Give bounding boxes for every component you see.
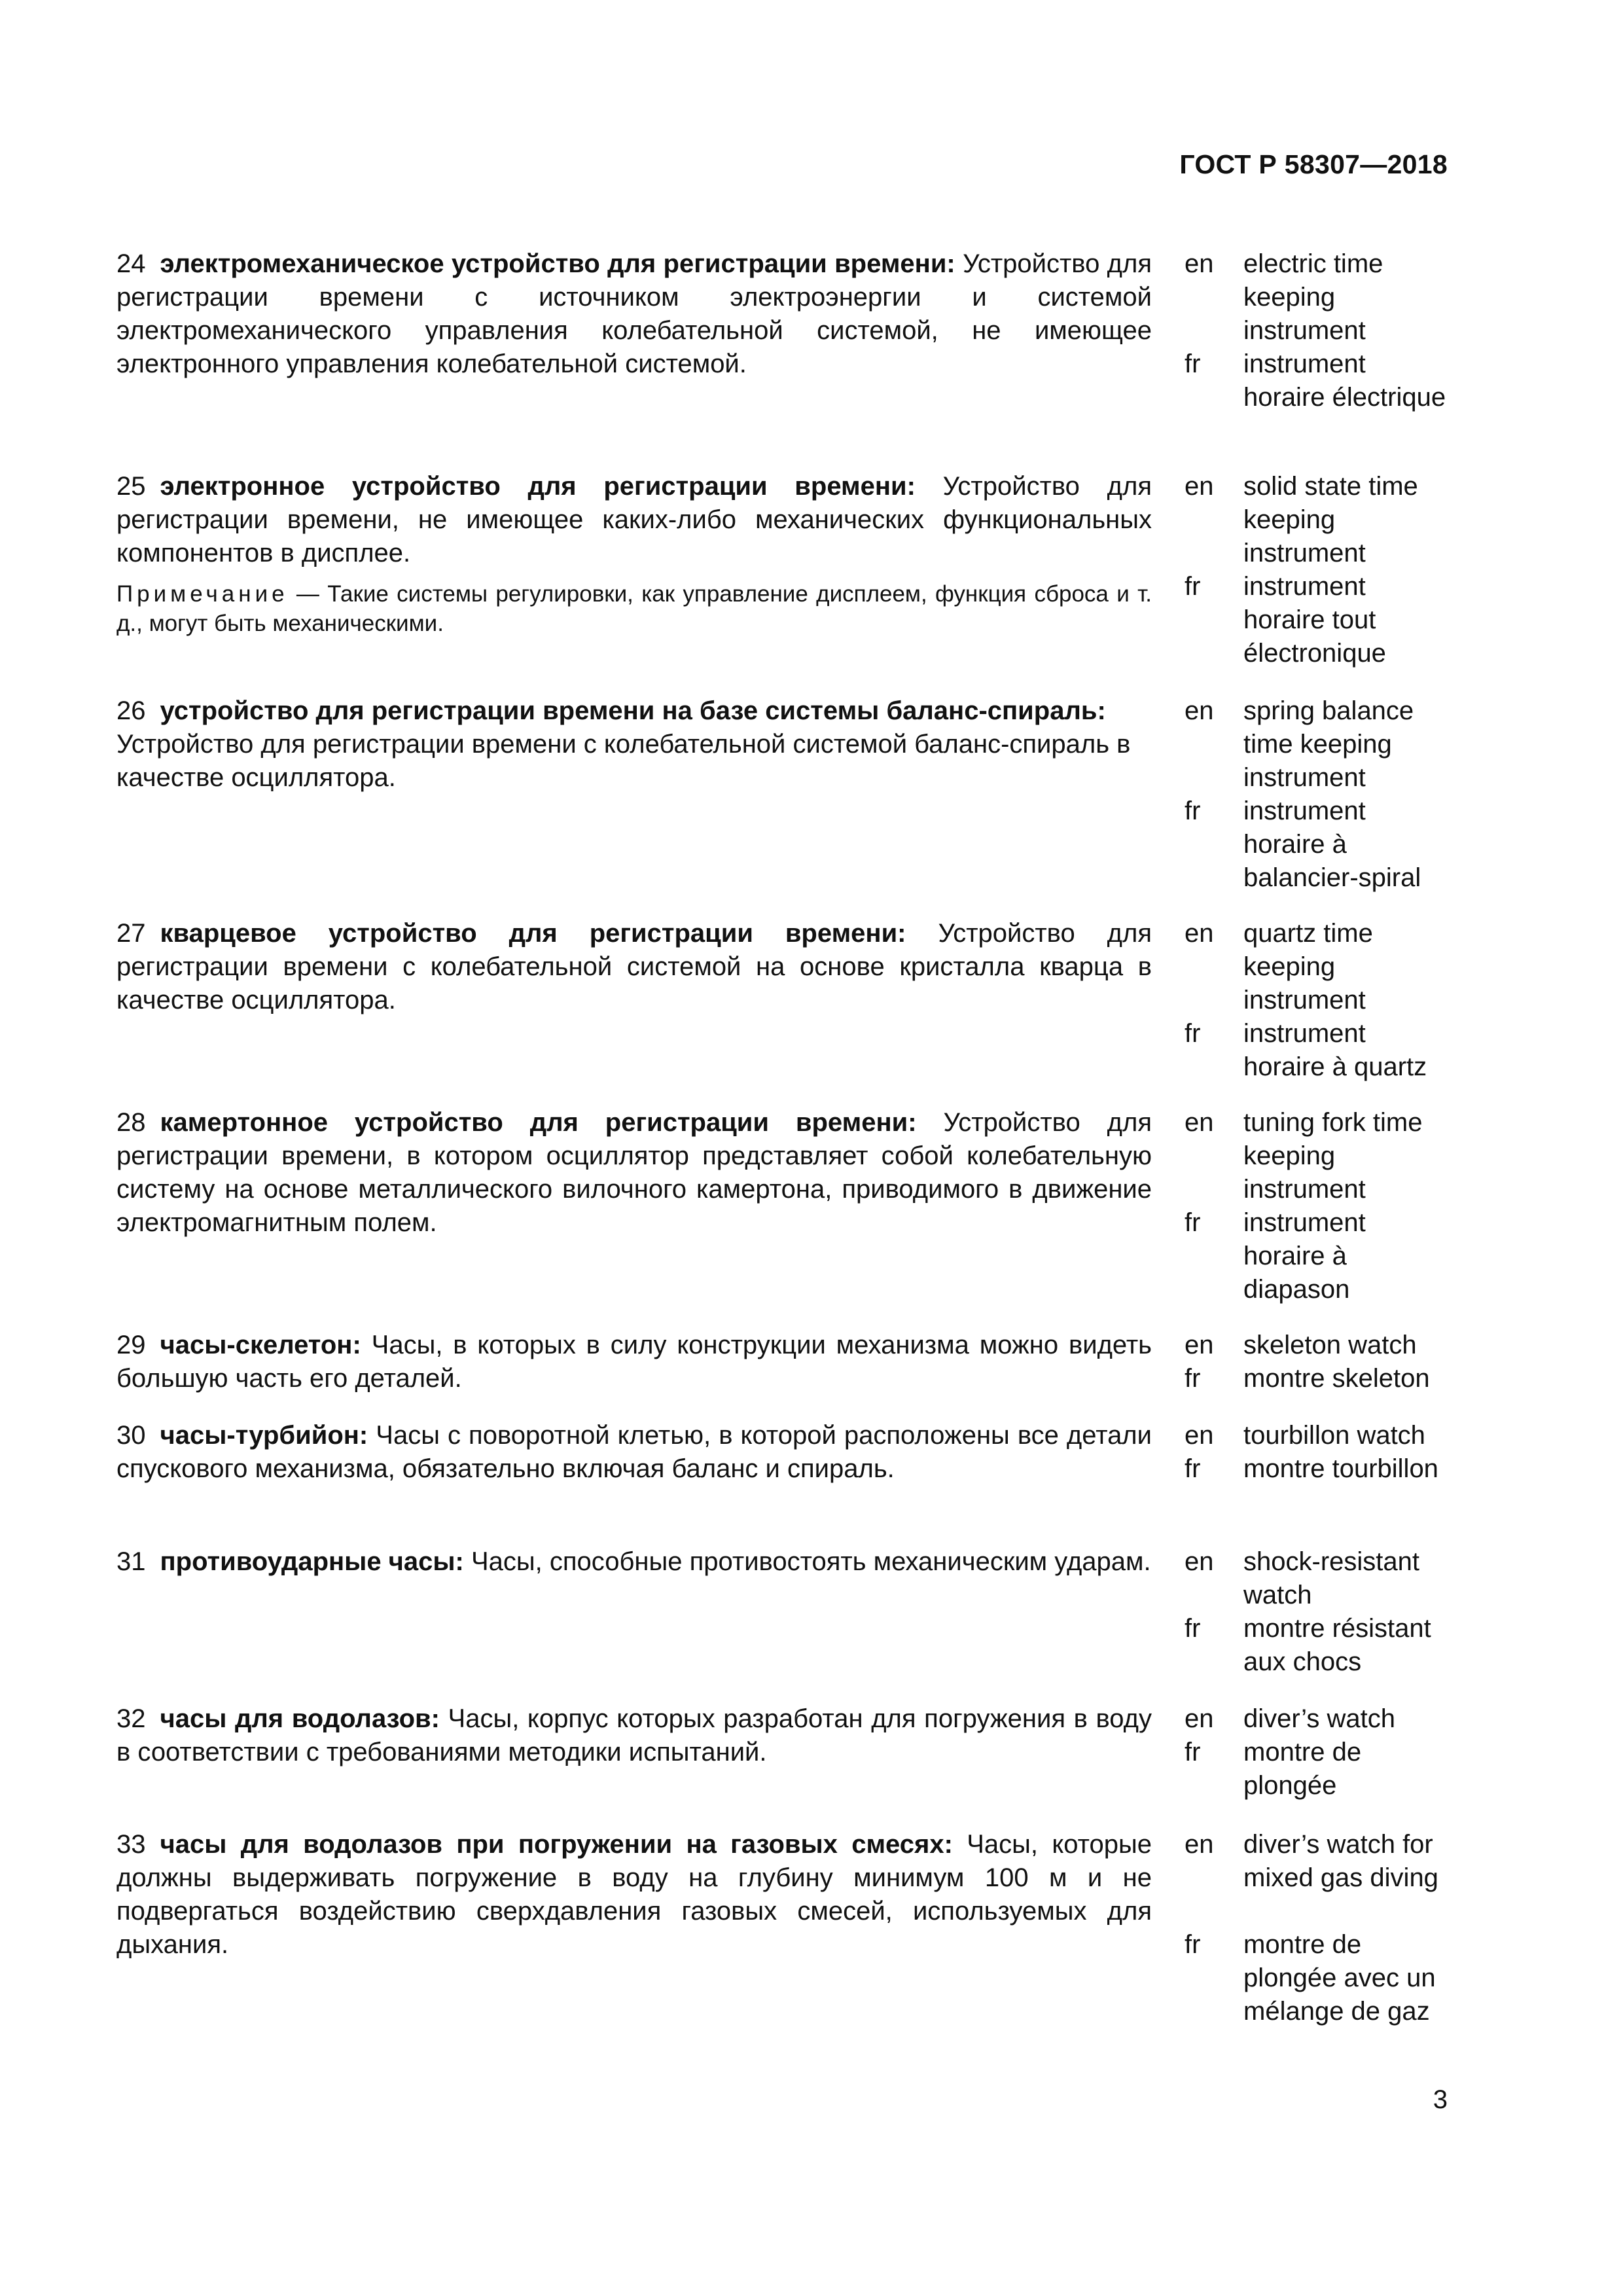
lang-code-fr: fr <box>1185 1364 1201 1393</box>
lang-code-en: en <box>1185 919 1214 948</box>
term-number: 30 <box>116 1421 146 1450</box>
term-definition: Часы, способные противостоять механическим ударам. <box>471 1547 1151 1576</box>
lang-code-en: en <box>1185 1108 1214 1137</box>
lang-code-fr: fr <box>1185 797 1201 825</box>
term-number: 27 <box>116 919 146 948</box>
lang-code-en: en <box>1185 696 1214 725</box>
english-equivalent: diver’s watch for mixed gas diving <box>1243 1830 1438 1892</box>
lang-code-en: en <box>1185 1421 1214 1450</box>
term-definition-block <box>116 917 1152 1017</box>
note-label: Примечание <box>116 581 289 607</box>
term-number: 32 <box>116 1704 146 1733</box>
term-definition: Часы с поворотной клетью, в которой расположены все детали спускового механизма, обязательно включая баланс и спираль. <box>116 1421 1152 1483</box>
term-definition-block <box>116 1545 1152 1579</box>
term-definition-block <box>116 1419 1152 1486</box>
term-definition: Устройство для регистрации времени, в котором осциллятор представляет собой колебательную систему на основе металлического вилочного камертона, приводимого в движение электромагнитным полем. <box>116 1108 1152 1237</box>
english-equivalent: solid state time keeping instrument <box>1243 472 1418 567</box>
english-equivalent: quartz time keeping instrument <box>1243 919 1373 1014</box>
lang-code-fr: fr <box>1185 1019 1201 1048</box>
lang-code-en: en <box>1185 472 1214 501</box>
term-number: 26 <box>116 696 146 725</box>
term-title: электромеханическое устройство для регистрации времени: <box>160 249 955 278</box>
french-equivalent: instrument horaire à quartz <box>1243 1019 1427 1081</box>
lang-code-en: en <box>1185 1830 1214 1859</box>
english-equivalent: shock-resistant watch <box>1243 1547 1419 1609</box>
english-equivalent: electric time keeping instrument <box>1243 249 1383 345</box>
french-equivalent: montre tourbillon <box>1243 1454 1438 1483</box>
french-equivalent: instrument horaire à balancier-spiral <box>1243 797 1421 892</box>
french-equivalent: instrument horaire électrique <box>1243 350 1446 412</box>
lang-code-fr: fr <box>1185 1738 1201 1767</box>
term-definition-block <box>116 1702 1152 1769</box>
term-title: часы-скелетон: <box>160 1331 361 1359</box>
term-note <box>116 579 1152 638</box>
french-equivalent: montre de plongée <box>1243 1738 1362 1800</box>
term-definition-block <box>116 247 1152 381</box>
term-number: 25 <box>116 472 146 501</box>
term-title: часы-турбийон: <box>160 1421 368 1450</box>
lang-code-fr: fr <box>1185 1454 1201 1483</box>
term-definition-block <box>116 694 1152 795</box>
english-equivalent: spring balance time keeping instrument <box>1243 696 1414 792</box>
term-number: 28 <box>116 1108 146 1137</box>
lang-code-fr: fr <box>1185 572 1201 601</box>
term-title: кварцевое устройство для регистрации времени: <box>160 919 906 948</box>
french-equivalent: instrument horaire à diapason <box>1243 1208 1366 1304</box>
english-equivalent: diver’s watch <box>1243 1704 1395 1733</box>
term-number: 29 <box>116 1331 146 1359</box>
lang-code-en: en <box>1185 1331 1214 1359</box>
term-title: электронное устройство для регистрации времени: <box>160 472 916 501</box>
term-definition-block <box>116 1329 1152 1395</box>
lang-code-en: en <box>1185 249 1214 278</box>
note-text: — Такие системы регулировки, как управление дисплеем, функция сброса и т. д., могут быть механическими. <box>116 581 1152 636</box>
term-definition: Устройство для регистрации времени с колебательной системой баланс-спираль в качестве осциллятора. <box>116 730 1131 792</box>
french-equivalent: instrument horaire tout électronique <box>1243 572 1386 668</box>
french-equivalent: montre résistant aux chocs <box>1243 1614 1431 1676</box>
lang-code-en: en <box>1185 1704 1214 1733</box>
term-definition-block <box>116 1828 1152 1962</box>
term-definition: Часы, в которых в силу конструкции механизма можно видеть большую часть его деталей. <box>116 1331 1152 1393</box>
term-number: 33 <box>116 1830 146 1859</box>
term-definition: Устройство для регистрации времени с источником электроэнергии и системой электромеханического управления колебательной системой, не имеющее электронного управления колебательной системой. <box>116 249 1152 378</box>
term-number: 24 <box>116 249 146 278</box>
term-title: часы для водолазов: <box>160 1704 440 1733</box>
french-equivalent: montre skeleton <box>1243 1364 1430 1393</box>
term-definition: Часы, корпус которых разработан для погружения в воду в соответствии с требованиями методики испытаний. <box>116 1704 1152 1767</box>
term-definition: Часы, которые должны выдерживать погружение в воду на глубину минимум 100 м и не подвергаться воздействию сверхдавления газовых смесей, используемых для дыхания. <box>116 1830 1152 1959</box>
term-definition-block <box>116 1106 1152 1240</box>
english-equivalent: tourbillon watch <box>1243 1421 1425 1450</box>
term-title: устройство для регистрации времени на базе системы баланс-спираль: <box>160 696 1106 725</box>
lang-code-fr: fr <box>1185 1614 1201 1643</box>
lang-code-fr: fr <box>1185 350 1201 378</box>
term-definition: Устройство для регистрации времени, не имеющее каких-либо механических функциональных компонентов в дисплее. <box>116 472 1152 567</box>
term-title: противоударные часы: <box>160 1547 464 1576</box>
term-definition-block <box>116 470 1152 638</box>
lang-code-fr: fr <box>1185 1930 1201 1959</box>
term-title: часы для водолазов при погружении на газовых смесях: <box>160 1830 953 1859</box>
term-title: камертонное устройство для регистрации времени: <box>160 1108 917 1137</box>
english-equivalent: skeleton watch <box>1243 1331 1417 1359</box>
lang-code-fr: fr <box>1185 1208 1201 1237</box>
lang-code-en: en <box>1185 1547 1214 1576</box>
term-number: 31 <box>116 1547 146 1576</box>
french-equivalent: montre de plongée avec un mélange de gaz <box>1243 1930 1436 2026</box>
english-equivalent: tuning fork time keeping instrument <box>1243 1108 1423 1204</box>
term-definition: Устройство для регистрации времени с колебательной системой на основе кристалла кварца в качестве осциллятора. <box>116 919 1152 1014</box>
page-number: 3 <box>1433 2085 1448 2114</box>
standard-designation: ГОСТ Р 58307—2018 <box>1179 149 1448 179</box>
